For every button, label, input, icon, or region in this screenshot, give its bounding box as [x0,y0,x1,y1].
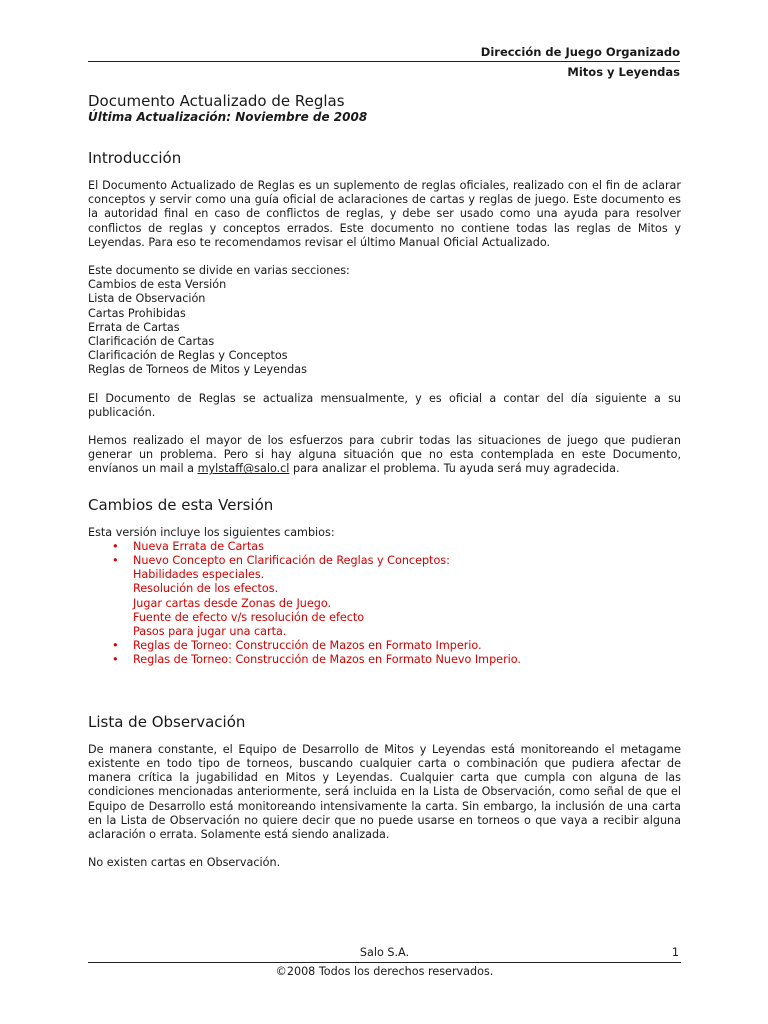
staff-email-link[interactable]: mylstaff@salo.cl [197,462,290,476]
section-item: Cambios de esta Versión [88,278,227,292]
section-item: Errata de Cartas [88,320,180,334]
spacer [88,668,681,713]
header-rule [88,61,680,62]
change-text: Nuevo Concepto en Clarificación de Reglas y Conceptos: [133,554,450,568]
change-item [88,639,681,653]
section-item: Cartas Prohibidas [88,306,186,320]
changes-intro: Esta versión incluye los siguientes cambios: [88,525,335,539]
section-item: Clarificación de Reglas y Conceptos [88,349,288,363]
change-text: Reglas de Torneo: Construcción de Mazos en Formato Imperio. [133,639,482,653]
change-subitem: Pasos para jugar una carta. [133,625,287,639]
page-number: 1 [671,946,679,959]
heading-introduccion: Introducción [88,149,182,167]
change-item [88,653,681,667]
intro-paragraph-3 [88,434,681,477]
change-subitem: Fuente de efecto v/s resolución de efecto [133,610,365,624]
footer-rule [88,962,681,963]
intro-p3-text-end: para analizar el problema. Tu ayuda será muy agradecida. [289,462,620,476]
document-body [88,92,681,884]
change-text: Nueva Errata de Cartas [133,539,264,553]
change-subitem: Resolución de los efectos. [133,582,279,596]
section-item: Lista de Observación [88,292,206,306]
sections-intro: Este documento se divide en varias secciones: [88,264,350,278]
change-subitem: Habilidades especiales. [133,568,265,582]
change-text: Reglas de Torneo: Construcción de Mazos en Formato Nuevo Imperio. [133,653,521,667]
footer-row [88,946,681,961]
header-organization: Dirección de Juego Organizado [480,45,680,59]
section-item: Clarificación de Cartas [88,335,215,349]
page-footer [88,946,681,979]
document-subtitle: Última Actualización: Noviembre de 2008 [88,110,368,124]
section-introduccion [88,149,681,477]
section-cambios [88,496,681,668]
footer-company: Salo S.A. [359,946,410,959]
change-item [88,540,681,554]
change-item [88,554,681,568]
section-lista-observacion [88,713,681,871]
bullet-icon: • [112,639,119,653]
heading-lista-observacion: Lista de Observación [88,712,246,731]
document-title: Documento Actualizado de Reglas [88,92,345,110]
heading-cambios: Cambios de esta Versión [88,495,274,514]
bullet-icon: • [112,653,119,667]
intro-paragraph-2: El Documento de Reglas se actualiza mensualmente, y es oficial a contar del día siguiente a su publicación. [88,391,681,419]
sections-list [88,264,681,378]
intro-p3-text: Hemos realizado el mayor de los esfuerzos para cubrir todas las situaciones de juego que pudieran generar un problema. Pero si hay alguna situación que no esta contemplada en este Documento, envíanos un mail a [88,434,681,476]
bullet-icon: • [112,554,119,568]
change-subitem: Jugar cartas desde Zonas de Juego. [133,596,332,610]
changes-list [88,540,681,668]
watchlist-paragraph-2: No existen cartas en Observación. [88,856,281,870]
section-item: Reglas de Torneos de Mitos y Leyendas [88,363,307,377]
intro-paragraph-1: El Documento Actualizado de Reglas es un suplemento de reglas oficiales, realizado con el fin de aclarar conceptos y servir como una guía oficial de aclaraciones de cartas y reglas de juego. Este documento es la autoridad final en caso de conflictos de reglas, y debe ser usado como una ayuda para resolver conflictos de reglas y conceptos errados. Este documento no contiene todas las reglas de Mitos y Leyendas. Para eso te recomendamos revisar el último Manual Oficial Actualizado. [88,179,681,249]
footer-copyright: ©2008 Todos los derechos reservados. [275,965,494,978]
bullet-icon: • [112,539,119,553]
page-header [88,44,680,80]
header-product: Mitos y Leyendas [567,65,680,79]
watchlist-paragraph-1: De manera constante, el Equipo de Desarrollo de Mitos y Leyendas está monitoreando el metagame existente en todo tipo de torneos, buscando cualquier carta o combinación que pudiera afectar de manera crítica la jugabilidad en Mitos y Leyendas. Cualquier carta que cumpla con alguna de las condiciones mencionadas anteriormente, será incluida en la Lista de Observación, como señal de que el Equipo de Desarrollo está monitoreando intensivamente la carta. Sin embargo, la inclusión de una carta en la Lista de Observación no quiere decir que no puede usarse en torneos o que vaya a recibir alguna aclaración o errata. Solamente está siendo analizada. [88,742,681,841]
